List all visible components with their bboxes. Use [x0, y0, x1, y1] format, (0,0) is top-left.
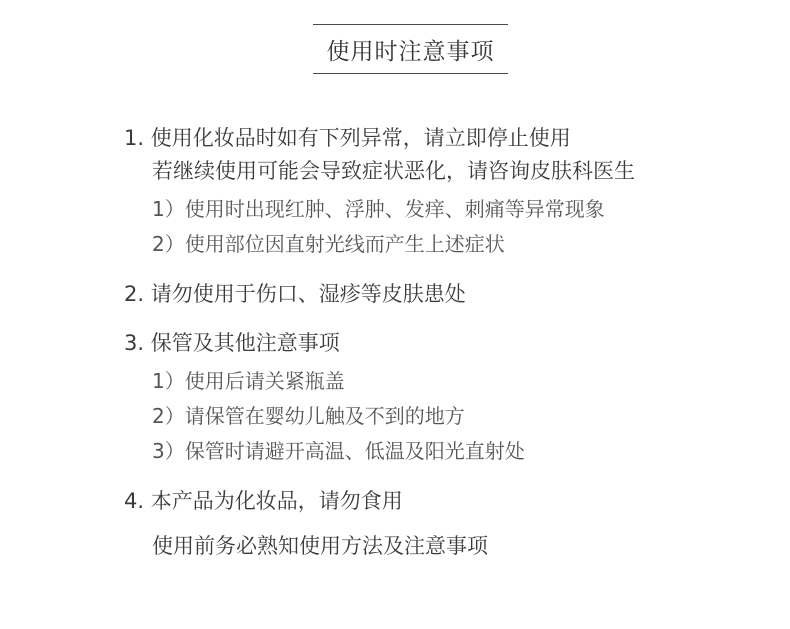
title-box: [313, 24, 508, 74]
item-1-subitem-2: 2）使用部位因直射光线而产生上述症状: [152, 232, 505, 256]
item-3-subitem-1: 1）使用后请关紧瓶盖: [152, 369, 345, 393]
item-1-heading: 1. 使用化妆品时如有下列异常，请立即停止使用: [124, 126, 571, 150]
item-4-continuation: 使用前务必熟知使用方法及注意事项: [152, 534, 488, 558]
item-1-subitem-1: 1）使用时出现红肿、浮肿、发痒、刺痛等异常现象: [152, 197, 605, 221]
item-1-continuation: 若继续使用可能会导致症状恶化，请咨询皮肤科医生: [152, 159, 635, 183]
item-2-heading: 2. 请勿使用于伤口、湿疹等皮肤患处: [124, 282, 466, 306]
item-4-heading: 4. 本产品为化妆品，请勿食用: [124, 489, 403, 513]
item-3-subitem-2: 2）请保管在婴幼儿触及不到的地方: [152, 404, 465, 428]
page-title: 使用时注意事项: [326, 38, 495, 65]
item-3-subitem-3: 3）保管时请避开高温、低温及阳光直射处: [152, 439, 525, 463]
item-3-heading: 3. 保管及其他注意事项: [124, 331, 340, 355]
